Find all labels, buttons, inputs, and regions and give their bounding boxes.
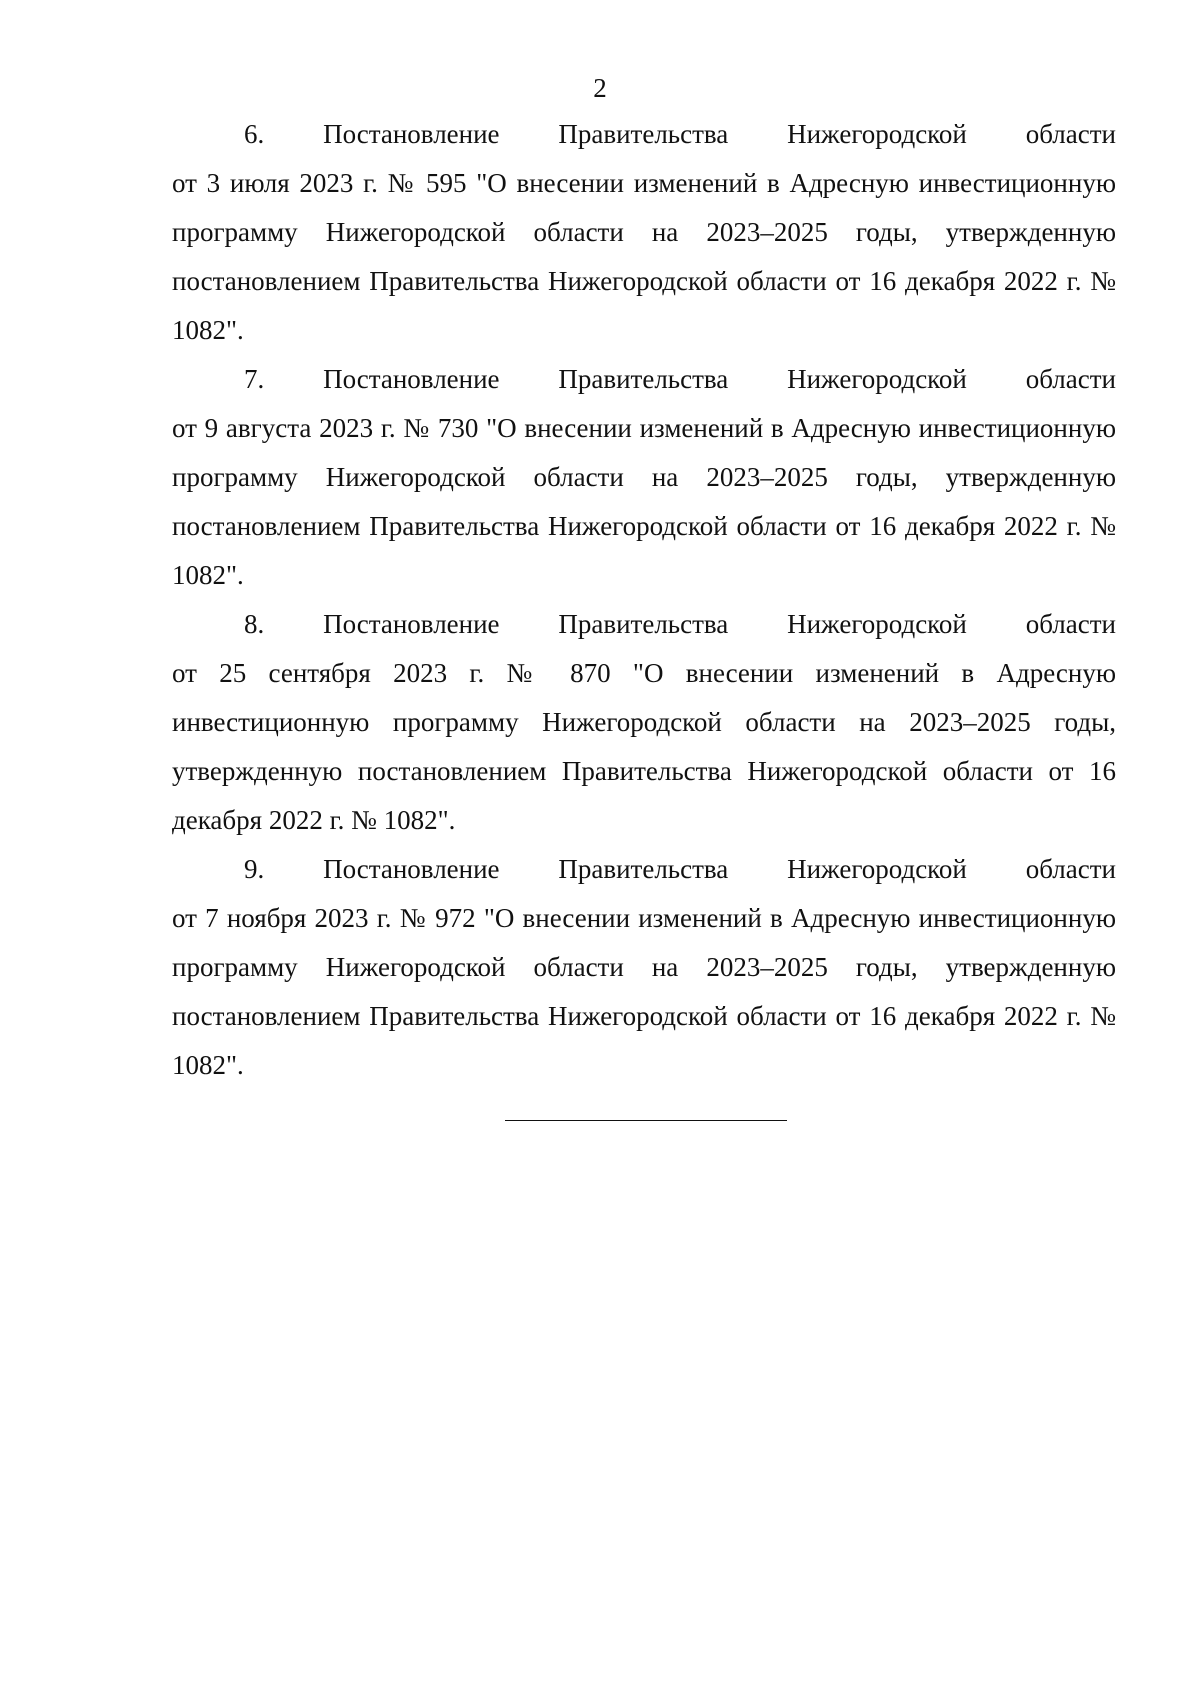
item-number: 9. bbox=[244, 854, 265, 884]
page-number: 2 bbox=[593, 73, 607, 103]
item-word: Постановление bbox=[323, 364, 500, 394]
item-number: 6. bbox=[244, 119, 265, 149]
list-item-text: от 9 августа 2023 г. № 730 "О внесении изменений в Адресную инвестиционную программу Нижегородской области на 2023–2025 годы, утвержденную постановлением Правительства Нижегородской области от 16 декабря 2022 г. № 1082". bbox=[172, 413, 1116, 590]
item-word: области bbox=[1025, 364, 1116, 394]
list-item-first-line bbox=[172, 355, 1116, 404]
list-item-first-line bbox=[172, 845, 1116, 894]
item-word: Правительства bbox=[558, 364, 729, 394]
item-number: 8. bbox=[244, 609, 265, 639]
item-word: области bbox=[1025, 854, 1116, 884]
document-body bbox=[172, 110, 1116, 1090]
list-item-text: от 3 июля 2023 г. № 595 "О внесении изменений в Адресную инвестиционную программу Нижегородской области на 2023–2025 годы, утвержденную постановлением Правительства Нижегородской области от 16 декабря 2022 г. № 1082". bbox=[172, 168, 1116, 345]
list-item bbox=[172, 355, 1116, 600]
end-separator-line bbox=[505, 1120, 787, 1121]
item-word: области bbox=[1025, 609, 1116, 639]
item-word: Постановление bbox=[323, 119, 500, 149]
list-item-text: от 7 ноября 2023 г. № 972 "О внесении изменений в Адресную инвестиционную программу Нижегородской области на 2023–2025 годы, утвержденную постановлением Правительства Нижегородской области от 16 декабря 2022 г. № 1082". bbox=[172, 903, 1116, 1080]
list-item bbox=[172, 110, 1116, 355]
item-word: Нижегородской bbox=[787, 609, 967, 639]
list-item-first-line bbox=[172, 600, 1116, 649]
item-word: Нижегородской bbox=[787, 364, 967, 394]
item-word: Правительства bbox=[558, 119, 729, 149]
item-word: области bbox=[1025, 119, 1116, 149]
item-number: 7. bbox=[244, 364, 265, 394]
item-word: Постановление bbox=[323, 609, 500, 639]
list-item bbox=[172, 845, 1116, 1090]
item-word: Правительства bbox=[558, 609, 729, 639]
item-word: Постановление bbox=[323, 854, 500, 884]
list-item-text: от 25 сентября 2023 г. № 870 "О внесении изменений в Адресную инвестиционную программу Нижегородской области на 2023–2025 годы, утвержденную постановлением Правительства Нижегородской области от 16 декабря 2022 г. № 1082". bbox=[172, 658, 1116, 835]
list-item-first-line bbox=[172, 110, 1116, 159]
item-word: Нижегородской bbox=[787, 119, 967, 149]
item-word: Нижегородской bbox=[787, 854, 967, 884]
list-item bbox=[172, 600, 1116, 845]
item-word: Правительства bbox=[558, 854, 729, 884]
